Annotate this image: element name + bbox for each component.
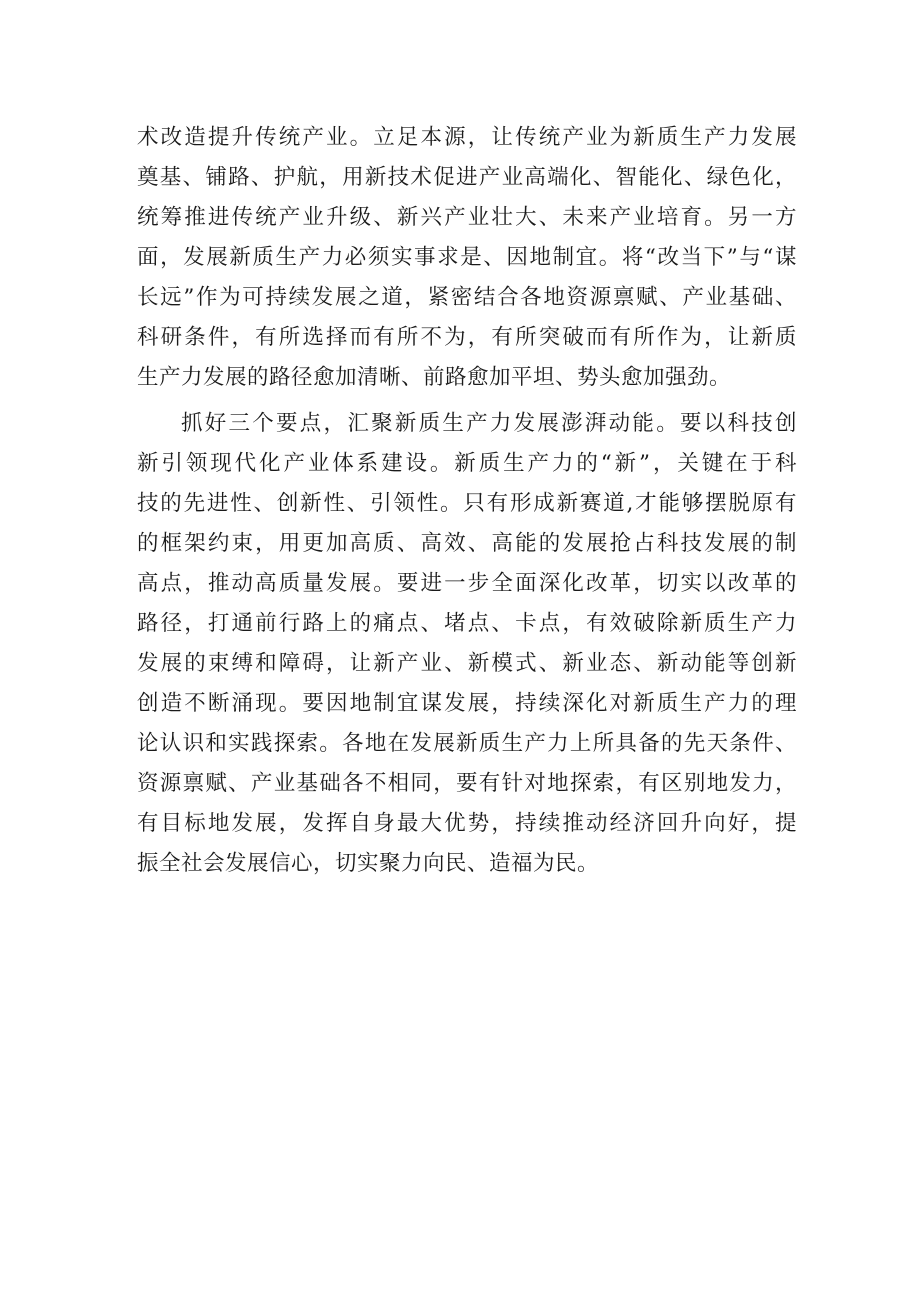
text-line: 面，发展新质生产力必须实事求是、因地制宜。将“改当下”与“谋 [137, 245, 797, 270]
text-line: 术改造提升传统产业。立足本源，让传统产业为新质生产力发展 [137, 125, 797, 150]
paragraph-1 [137, 118, 797, 398]
text-line: 发展的束缚和障碍，让新产业、新模式、新业态、新动能等创新 [137, 651, 797, 676]
text-line: 创造不断涌现。要因地制宜谋发展，持续深化对新质生产力的理 [137, 691, 797, 716]
text-line: 统筹推进传统产业升级、新兴产业壮大、未来产业培育。另一方 [137, 205, 797, 230]
text-line: 有目标地发展，发挥自身最大优势，持续推动经济回升向好，提 [137, 811, 797, 836]
text-line: 路径，打通前行路上的痛点、堵点、卡点，有效破除新质生产力 [137, 611, 797, 636]
text-line: 技的先进性、创新性、引领性。只有形成新赛道,才能够摆脱原有 [137, 491, 797, 516]
text-line: 抓好三个要点，汇聚新质生产力发展澎湃动能。要以科技创 [181, 411, 797, 436]
text-line: 科研条件，有所选择而有所不为，有所突破而有所作为，让新质 [137, 325, 797, 350]
text-line: 资源禀赋、产业基础各不相同，要有针对地探索，有区别地发力， [137, 771, 797, 796]
text-line: 长远”作为可持续发展之道，紧密结合各地资源禀赋、产业基础、 [137, 285, 797, 310]
text-line: 新引领现代化产业体系建设。新质生产力的“新”，关键在于科 [137, 451, 797, 476]
paragraph-2 [137, 404, 797, 884]
text-line: 的框架约束，用更加高质、高效、高能的发展抢占科技发展的制 [137, 531, 797, 556]
text-line: 奠基、铺路、护航，用新技术促进产业高端化、智能化、绿色化， [137, 165, 797, 190]
text-line: 生产力发展的路径愈加清晰、前路愈加平坦、势头愈加强劲。 [137, 365, 732, 390]
text-line: 振全社会发展信心，切实聚力向民、造福为民。 [137, 851, 600, 876]
document-body [137, 118, 797, 884]
text-line: 高点，推动高质量发展。要进一步全面深化改革，切实以改革的 [137, 571, 797, 596]
text-line: 论认识和实践探索。各地在发展新质生产力上所具备的先天条件、 [137, 731, 797, 756]
